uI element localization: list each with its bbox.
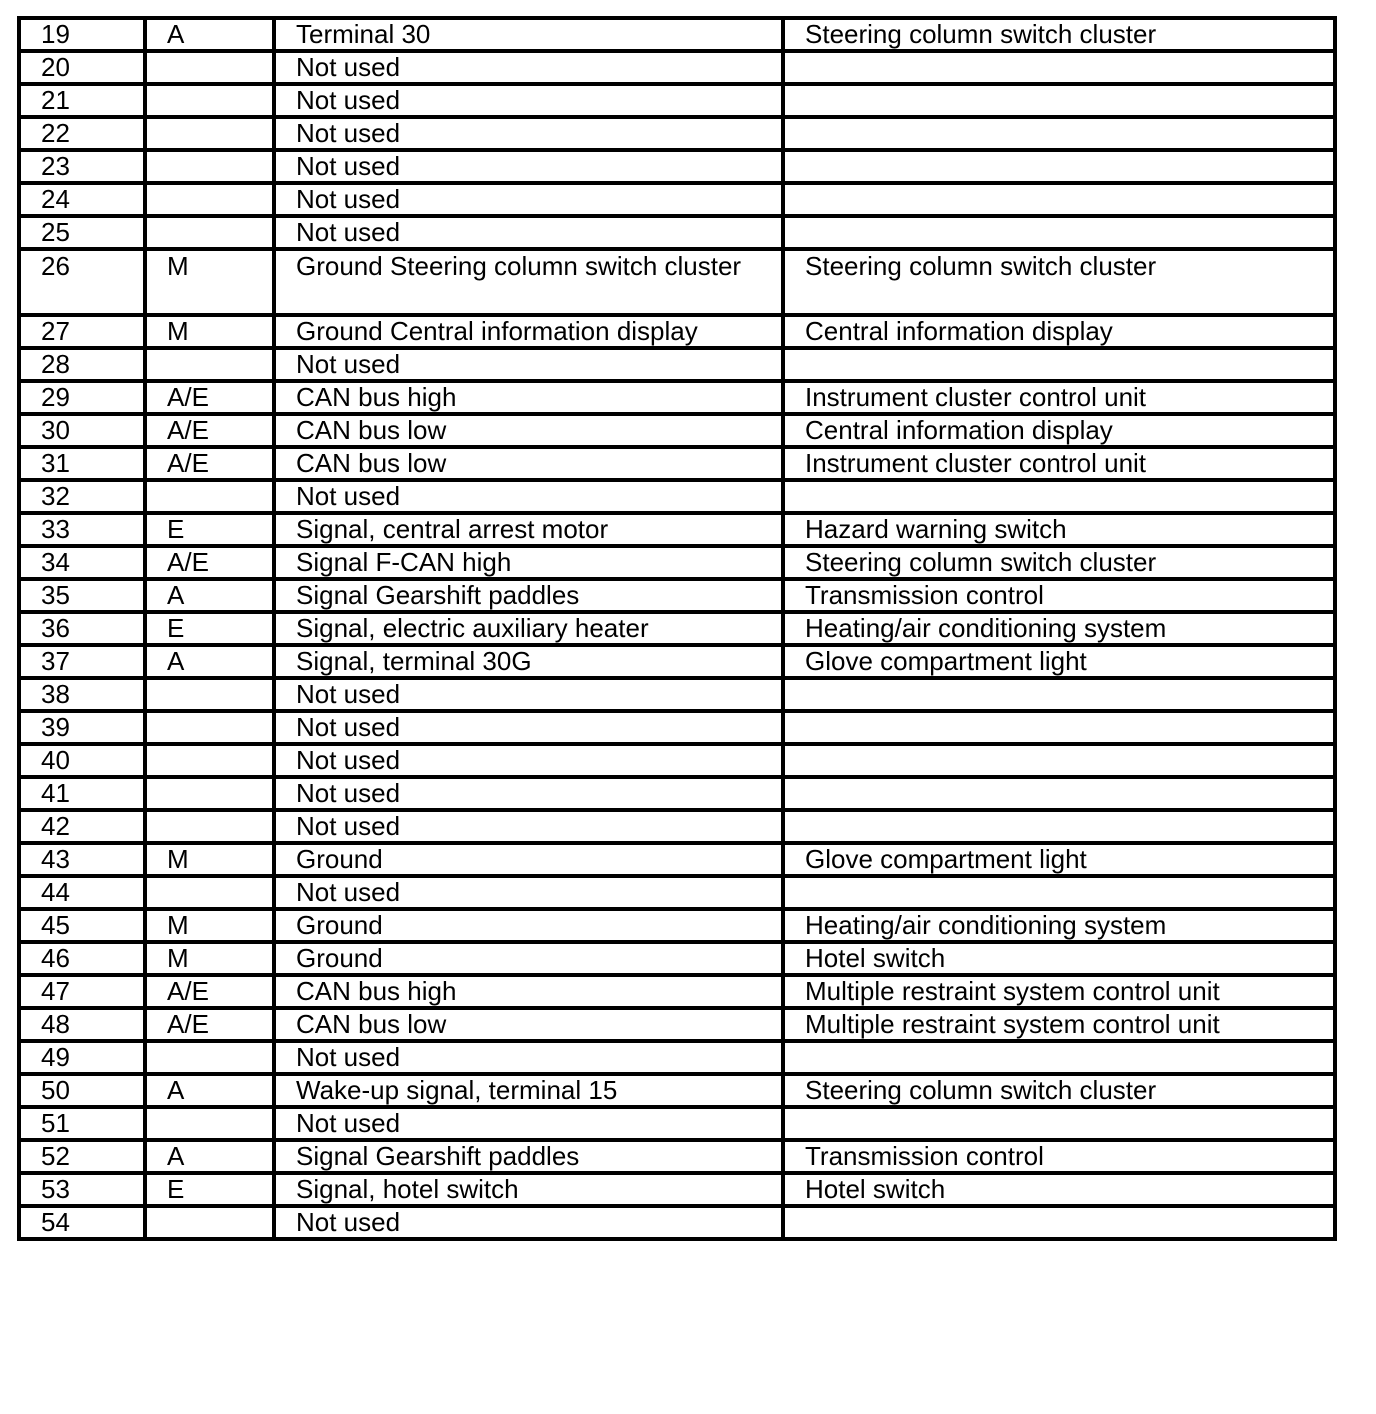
function-cell: Not used: [274, 84, 783, 117]
table-row: [19, 579, 1335, 612]
signal-type-cell: A: [145, 579, 274, 612]
component-cell: [783, 150, 1335, 183]
signal-type-cell: M: [145, 843, 274, 876]
pin-number-cell: 26: [19, 249, 145, 315]
signal-type-cell: [145, 1107, 274, 1140]
table-row: [19, 513, 1335, 546]
signal-type-cell: E: [145, 612, 274, 645]
function-cell: CAN bus high: [274, 975, 783, 1008]
component-cell: [783, 1206, 1335, 1239]
function-cell: Signal, terminal 30G: [274, 645, 783, 678]
signal-type-cell: A/E: [145, 414, 274, 447]
signal-type-cell: [145, 117, 274, 150]
function-cell: CAN bus low: [274, 447, 783, 480]
function-cell: Ground: [274, 909, 783, 942]
signal-type-cell: [145, 678, 274, 711]
signal-type-cell: A/E: [145, 381, 274, 414]
function-cell: Ground Central information display: [274, 315, 783, 348]
signal-type-cell: E: [145, 1173, 274, 1206]
component-cell: [783, 216, 1335, 249]
table-row: [19, 315, 1335, 348]
function-cell: Not used: [274, 51, 783, 84]
function-cell: Signal F-CAN high: [274, 546, 783, 579]
pin-number-cell: 27: [19, 315, 145, 348]
table-row: [19, 1041, 1335, 1074]
pin-number-cell: 21: [19, 84, 145, 117]
pin-number-cell: 44: [19, 876, 145, 909]
table-row: [19, 612, 1335, 645]
function-cell: Not used: [274, 876, 783, 909]
signal-type-cell: [145, 84, 274, 117]
component-cell: Hotel switch: [783, 942, 1335, 975]
component-cell: Steering column switch cluster: [783, 18, 1335, 51]
pin-number-cell: 38: [19, 678, 145, 711]
pin-number-cell: 37: [19, 645, 145, 678]
signal-type-cell: [145, 150, 274, 183]
pin-number-cell: 45: [19, 909, 145, 942]
component-cell: [783, 117, 1335, 150]
function-cell: Signal Gearshift paddles: [274, 1140, 783, 1173]
pin-number-cell: 20: [19, 51, 145, 84]
signal-type-cell: [145, 183, 274, 216]
component-cell: Heating/air conditioning system: [783, 909, 1335, 942]
component-cell: Transmission control: [783, 1140, 1335, 1173]
component-cell: Central information display: [783, 315, 1335, 348]
table-row: [19, 1107, 1335, 1140]
component-cell: [783, 810, 1335, 843]
pin-number-cell: 23: [19, 150, 145, 183]
signal-type-cell: A/E: [145, 1008, 274, 1041]
pin-number-cell: 54: [19, 1206, 145, 1239]
table-row: [19, 480, 1335, 513]
function-cell: CAN bus low: [274, 414, 783, 447]
component-cell: Hazard warning switch: [783, 513, 1335, 546]
function-cell: Not used: [274, 348, 783, 381]
table-row: [19, 414, 1335, 447]
table-row: [19, 51, 1335, 84]
table-row: [19, 150, 1335, 183]
component-cell: [783, 1107, 1335, 1140]
pin-number-cell: 25: [19, 216, 145, 249]
pin-number-cell: 42: [19, 810, 145, 843]
table-row: [19, 84, 1335, 117]
table-row: [19, 678, 1335, 711]
pin-number-cell: 47: [19, 975, 145, 1008]
function-cell: Signal, hotel switch: [274, 1173, 783, 1206]
table-row: [19, 975, 1335, 1008]
pin-number-cell: 53: [19, 1173, 145, 1206]
signal-type-cell: A: [145, 1140, 274, 1173]
function-cell: Not used: [274, 711, 783, 744]
function-cell: Ground: [274, 843, 783, 876]
table-row: [19, 810, 1335, 843]
component-cell: [783, 51, 1335, 84]
table-row: [19, 645, 1335, 678]
function-cell: CAN bus low: [274, 1008, 783, 1041]
signal-type-cell: A/E: [145, 975, 274, 1008]
table-row: [19, 216, 1335, 249]
pin-number-cell: 41: [19, 777, 145, 810]
component-cell: Steering column switch cluster: [783, 546, 1335, 579]
function-cell: Not used: [274, 678, 783, 711]
pin-number-cell: 33: [19, 513, 145, 546]
component-cell: Central information display: [783, 414, 1335, 447]
signal-type-cell: A: [145, 18, 274, 51]
component-cell: Steering column switch cluster: [783, 249, 1335, 315]
function-cell: Not used: [274, 150, 783, 183]
signal-type-cell: [145, 480, 274, 513]
pin-table-body: [19, 18, 1335, 1239]
component-cell: Steering column switch cluster: [783, 1074, 1335, 1107]
component-cell: [783, 876, 1335, 909]
component-cell: Multiple restraint system control unit: [783, 975, 1335, 1008]
component-cell: Instrument cluster control unit: [783, 381, 1335, 414]
pin-number-cell: 34: [19, 546, 145, 579]
table-row: [19, 777, 1335, 810]
table-row: [19, 843, 1335, 876]
function-cell: Signal Gearshift paddles: [274, 579, 783, 612]
component-cell: [783, 480, 1335, 513]
table-row: [19, 1074, 1335, 1107]
function-cell: Wake-up signal, terminal 15: [274, 1074, 783, 1107]
function-cell: CAN bus high: [274, 381, 783, 414]
table-row: [19, 546, 1335, 579]
signal-type-cell: [145, 810, 274, 843]
pin-number-cell: 36: [19, 612, 145, 645]
table-row: [19, 183, 1335, 216]
table-row: [19, 909, 1335, 942]
signal-type-cell: [145, 777, 274, 810]
table-row: [19, 447, 1335, 480]
function-cell: Not used: [274, 744, 783, 777]
component-cell: Hotel switch: [783, 1173, 1335, 1206]
table-row: [19, 348, 1335, 381]
pin-assignment-table: [17, 16, 1337, 1241]
table-row: [19, 711, 1335, 744]
component-cell: Instrument cluster control unit: [783, 447, 1335, 480]
pin-number-cell: 29: [19, 381, 145, 414]
signal-type-cell: M: [145, 249, 274, 315]
signal-type-cell: A/E: [145, 447, 274, 480]
component-cell: [783, 777, 1335, 810]
signal-type-cell: M: [145, 942, 274, 975]
component-cell: Glove compartment light: [783, 645, 1335, 678]
table-row: [19, 744, 1335, 777]
pin-number-cell: 39: [19, 711, 145, 744]
table-row: [19, 1206, 1335, 1239]
pin-number-cell: 48: [19, 1008, 145, 1041]
function-cell: Terminal 30: [274, 18, 783, 51]
table-row: [19, 1173, 1335, 1206]
signal-type-cell: [145, 711, 274, 744]
function-cell: Not used: [274, 810, 783, 843]
pin-number-cell: 40: [19, 744, 145, 777]
function-cell: Not used: [274, 216, 783, 249]
component-cell: [783, 744, 1335, 777]
component-cell: [783, 711, 1335, 744]
function-cell: Not used: [274, 183, 783, 216]
pin-number-cell: 43: [19, 843, 145, 876]
signal-type-cell: [145, 51, 274, 84]
function-cell: Ground: [274, 942, 783, 975]
table-row: [19, 1140, 1335, 1173]
pin-number-cell: 32: [19, 480, 145, 513]
component-cell: Heating/air conditioning system: [783, 612, 1335, 645]
pin-number-cell: 24: [19, 183, 145, 216]
component-cell: [783, 678, 1335, 711]
signal-type-cell: A: [145, 1074, 274, 1107]
table-row: [19, 942, 1335, 975]
pin-number-cell: 52: [19, 1140, 145, 1173]
function-cell: Not used: [274, 1206, 783, 1239]
function-cell: Not used: [274, 480, 783, 513]
signal-type-cell: [145, 1206, 274, 1239]
pin-number-cell: 46: [19, 942, 145, 975]
signal-type-cell: [145, 876, 274, 909]
function-cell: Signal, central arrest motor: [274, 513, 783, 546]
table-row: [19, 18, 1335, 51]
signal-type-cell: [145, 216, 274, 249]
pin-number-cell: 49: [19, 1041, 145, 1074]
function-cell: Not used: [274, 1041, 783, 1074]
function-cell: Ground Steering column switch cluster: [274, 249, 783, 315]
component-cell: [783, 1041, 1335, 1074]
pin-number-cell: 35: [19, 579, 145, 612]
table-row: [19, 381, 1335, 414]
table-row: [19, 876, 1335, 909]
signal-type-cell: A: [145, 645, 274, 678]
pin-number-cell: 50: [19, 1074, 145, 1107]
component-cell: Glove compartment light: [783, 843, 1335, 876]
component-cell: Transmission control: [783, 579, 1335, 612]
pin-number-cell: 22: [19, 117, 145, 150]
signal-type-cell: M: [145, 315, 274, 348]
function-cell: Not used: [274, 117, 783, 150]
signal-type-cell: [145, 744, 274, 777]
signal-type-cell: [145, 348, 274, 381]
pin-number-cell: 28: [19, 348, 145, 381]
table-row: [19, 249, 1335, 315]
component-cell: Multiple restraint system control unit: [783, 1008, 1335, 1041]
function-cell: Signal, electric auxiliary heater: [274, 612, 783, 645]
pin-number-cell: 31: [19, 447, 145, 480]
signal-type-cell: [145, 1041, 274, 1074]
table-row: [19, 1008, 1335, 1041]
function-cell: Not used: [274, 1107, 783, 1140]
signal-type-cell: M: [145, 909, 274, 942]
pin-number-cell: 19: [19, 18, 145, 51]
table-row: [19, 117, 1335, 150]
component-cell: [783, 84, 1335, 117]
pin-number-cell: 51: [19, 1107, 145, 1140]
signal-type-cell: A/E: [145, 546, 274, 579]
function-cell: Not used: [274, 777, 783, 810]
component-cell: [783, 348, 1335, 381]
pin-number-cell: 30: [19, 414, 145, 447]
signal-type-cell: E: [145, 513, 274, 546]
component-cell: [783, 183, 1335, 216]
